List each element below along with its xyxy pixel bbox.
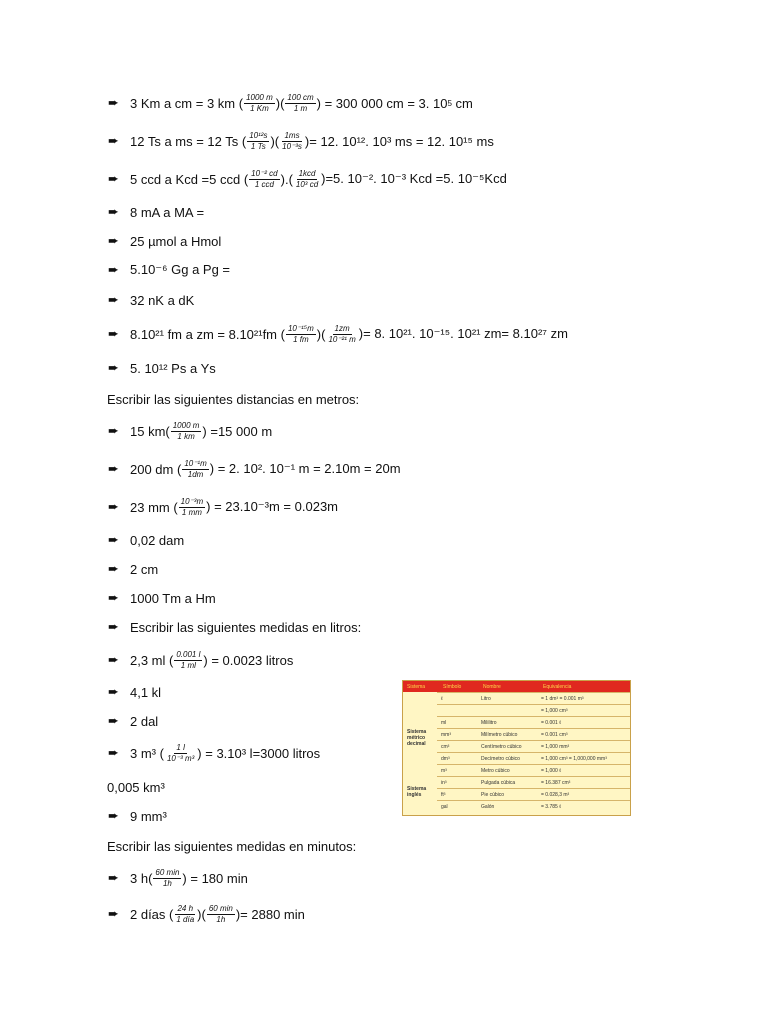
table-cell: = 0.028,3 m³ — [541, 791, 570, 798]
table-row — [437, 776, 630, 788]
volume-row-dal: ➨ 2 dal — [108, 713, 159, 729]
conversion-row-ma: ➨ 8 mA a MA = — [108, 204, 205, 220]
arrow-bullet-icon: ➨ — [108, 360, 119, 375]
fraction: $\frac{60 \min}{1h}$ — [155, 867, 180, 888]
table-cell: Decímetro cúbico — [481, 755, 520, 762]
conversion-row-ccd-kcd: ➨ 5 ccd a Kcd =5 ccd ( $\frac{\text{10⁻² cd}}{\text{1 ccd}}$ ).( $\frac{\text{1kcd}}{\text{10³ cd}}$ )=5. 10⁻². 10⁻³ Kcd =5. 10⁻⁵Kcd — [108, 168, 507, 189]
volume-row-mm3: ➨ 9 mm³ — [108, 808, 167, 824]
arrow-bullet-icon: ➨ — [108, 808, 119, 823]
table-cell: = 1,000 cm³ — [541, 707, 568, 714]
volumes-heading: ➨ Escribir las siguientes medidas en litros: — [108, 619, 362, 635]
conversion-row-km-cm: ➨ 3 Km a cm = 3 km ( $\frac{1000 m}{1 Km}$ )( $\frac{100 cm}{1 m}$ ) = 300 000 cm = 3. 10 5 cm — [108, 92, 473, 113]
arrow-bullet-icon: ➨ — [108, 171, 119, 186]
table-cell: Pie cúbico — [481, 791, 505, 798]
conversion-row-ps-ys: ➨ 5. 10¹² Ps a Ys — [108, 360, 216, 376]
fraction: $\frac{1zm}{\text{10⁻²¹ m}}$ — [328, 323, 356, 344]
group-label: Sistema inglés — [407, 786, 427, 798]
table-row — [437, 764, 630, 776]
table-cell: Galón — [481, 803, 495, 810]
fraction: $\frac{\text{10⁻¹m}}{1dm}$ — [184, 458, 207, 479]
distances-heading: Escribir las siguientes distancias en metros: — [107, 391, 360, 407]
volume-units-table — [402, 680, 631, 816]
table-cell: Metro cúbico — [481, 767, 510, 774]
arrow-bullet-icon: ➨ — [108, 204, 119, 219]
table-row — [437, 800, 630, 812]
arrow-bullet-icon: ➨ — [108, 326, 119, 341]
table-cell: = 1,000 cm³ = 1,000,000 mm³ — [541, 755, 607, 762]
fraction: $\frac{1000 m}{1 Km}$ — [246, 92, 273, 113]
table-cell: m³ — [441, 767, 447, 774]
arrow-bullet-icon: ➨ — [108, 133, 119, 148]
arrow-bullet-icon: ➨ — [108, 713, 119, 728]
arrow-bullet-icon: ➨ — [108, 906, 119, 921]
arrow-bullet-icon: ➨ — [108, 292, 119, 307]
fraction: $\frac{100 cm}{1 m}$ — [287, 92, 314, 113]
arrow-bullet-icon: ➨ — [108, 423, 119, 438]
arrow-bullet-icon: ➨ — [108, 590, 119, 605]
distance-row-tm: ➨ 1000 Tm a Hm — [108, 590, 216, 606]
fraction: $\frac{1ms}{\text{10⁻³s}}$ — [282, 130, 302, 151]
arrow-bullet-icon: ➨ — [108, 619, 119, 634]
arrow-bullet-icon: ➨ — [108, 870, 119, 885]
table-cell: in³ — [441, 779, 447, 786]
conversion-row-gg: ➨ 5.10⁻⁶ Gg a Pg = — [108, 262, 231, 277]
conversion-row-fm-zm: ➨ 8.10²¹ fm a zm = 8.10²¹fm ( $\frac{\text{10⁻¹⁵m}}{1 fm}$ )( $\frac{1zm}{\text{10⁻²¹ m}}$ )= 8. 10²¹. 10⁻¹⁵. 10²¹ zm= 8.10²⁷ zm — [108, 323, 568, 344]
distance-row-dam: ➨ 0,02 dam — [108, 532, 185, 548]
conversion-row-nk: ➨ 32 nK a dK — [108, 292, 195, 308]
fraction: $\frac{24 h}{\text{1 día}}$ — [176, 903, 195, 924]
table-row — [437, 716, 630, 728]
table-row — [437, 704, 630, 716]
table-cell: dm³ — [441, 755, 450, 762]
table-cell: = 1 dm³ = 0.001 m³ — [541, 695, 584, 702]
fraction: $\frac{60 \min}{1h}$ — [208, 903, 233, 924]
table-cell: = 3.785 ℓ — [541, 803, 561, 810]
table-row — [437, 728, 630, 740]
arrow-bullet-icon: ➨ — [108, 745, 119, 760]
arrow-bullet-icon: ➨ — [108, 233, 119, 248]
fraction: $\frac{\text{10⁻² cd}}{\text{1 ccd}}$ — [251, 168, 278, 189]
times-heading: Escribir las siguientes medidas en minutos: — [107, 838, 357, 854]
table-header: Sistema Símbolo Nombre Equivalencia — [403, 681, 630, 692]
table-cell: cm³ — [441, 743, 450, 750]
fraction: $\frac{\text{10⁻³m}}{1 mm}$ — [180, 496, 204, 517]
arrow-bullet-icon: ➨ — [108, 499, 119, 514]
table-cell: = 0.001 ℓ — [541, 719, 561, 726]
fraction: $\frac{\text{1kcd}}{\text{10³ cd}}$ — [295, 168, 319, 189]
volume-row-ml: ➨ 2,3 ml ( $\frac{0.001 l}{1 ml}$ ) = 0.0023 litros — [108, 649, 294, 670]
arrow-bullet-icon: ➨ — [108, 95, 119, 110]
distance-row-mm: ➨ 23 mm ( $\frac{\text{10⁻³m}}{1 mm}$ ) = 23.10⁻³m = 0.023m — [108, 496, 338, 517]
conversion-row-ts-ms: ➨ 12 Ts a ms = 12 Ts ( $\frac{\text{10¹²s}}{1 Ts}$ )( $\frac{1ms}{\text{10⁻³s}}$ )= 12. 10¹². 10³ ms = 12. 10¹⁵ ms — [108, 130, 494, 151]
arrow-bullet-icon: ➨ — [108, 652, 119, 667]
arrow-bullet-icon: ➨ — [108, 532, 119, 547]
arrow-bullet-icon: ➨ — [108, 461, 119, 476]
distance-row-cm: ➨ 2 cm — [108, 561, 159, 577]
time-row-days: ➨ 2 días ( $\frac{24 h}{\text{1 día}}$ )( $\frac{60 \min}{1h}$ )= 2880 min — [108, 903, 305, 924]
conversion-row-mol: ➨ 25 µmol a Hmol — [108, 233, 222, 249]
distance-row-km: ➨ 15 km( $\frac{1000 m}{1 km}$ ) =15 000 m — [108, 420, 273, 441]
table-cell: Litro — [481, 695, 491, 702]
table-cell: ℓ — [441, 695, 443, 702]
table-cell: = 1,000 ℓ — [541, 767, 561, 774]
fraction: $\frac{\text{10¹²s}}{1 Ts}$ — [249, 130, 268, 151]
table-cell: = 0.001 cm³ — [541, 731, 568, 738]
table-cell: Centímetro cúbico — [481, 743, 522, 750]
fraction: $\frac{1 l}{\text{10⁻³ m³}}$ — [166, 742, 195, 763]
fraction: $\frac{1000 m}{1 km}$ — [172, 420, 200, 441]
arrow-bullet-icon: ➨ — [108, 561, 119, 576]
fraction: $\frac{\text{10⁻¹⁵m}}{1 fm}$ — [287, 323, 314, 344]
table-cell: gal — [441, 803, 448, 810]
volume-row-km3: 0,005 km³ — [107, 779, 165, 795]
table-cell: ft³ — [441, 791, 446, 798]
volume-row-kl: ➨ 4,1 kl — [108, 684, 162, 700]
table-cell: Milímetro cúbico — [481, 731, 518, 738]
table-cell: mm³ — [441, 731, 451, 738]
table-cell: = 16.387 cm³ — [541, 779, 571, 786]
fraction: $\frac{0.001 l}{1 ml}$ — [176, 649, 201, 670]
table-row — [437, 740, 630, 752]
time-row-hours: ➨ 3 h( $\frac{60 \min}{1h}$ ) = 180 min — [108, 867, 248, 888]
arrow-bullet-icon: ➨ — [108, 684, 119, 699]
table-cell: ml — [441, 719, 447, 726]
arrow-bullet-icon: ➨ — [108, 262, 119, 277]
table-row — [437, 788, 630, 800]
table-row — [437, 692, 630, 704]
distance-row-dm: ➨ 200 dm ( $\frac{\text{10⁻¹m}}{1dm}$ ) = 2. 10². 10⁻¹ m = 2.10m = 20m — [108, 458, 401, 479]
table-cell: Mililitro — [481, 719, 497, 726]
table-cell: = 1,000 mm³ — [541, 743, 570, 750]
table-cell: Pulgada cúbica — [481, 779, 516, 786]
table-row — [437, 752, 630, 764]
group-label: Sistema métrico decimal — [407, 729, 427, 747]
volume-row-m3: ➨ 3 m³ ( $\frac{1 l}{\text{10⁻³ m³}}$ ) = 3.10³ l=3000 litros — [108, 742, 321, 763]
